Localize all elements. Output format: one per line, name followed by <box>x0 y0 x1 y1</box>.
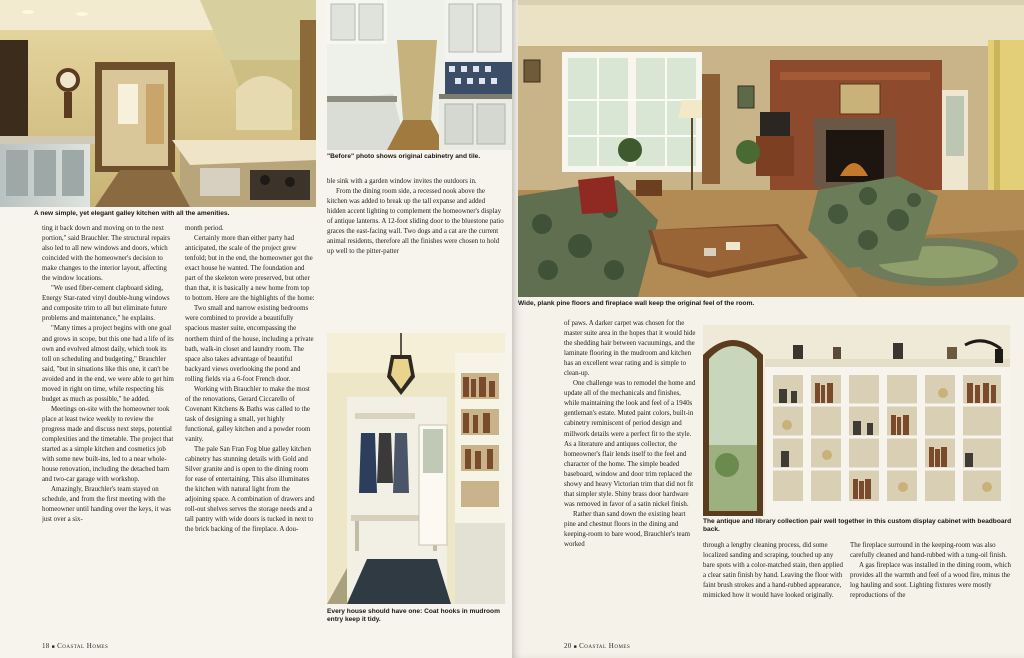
mudroom-photo <box>327 333 505 604</box>
paragraph: Two small and narrow existing bedrooms were combined to provide a beautifully spacious master suite, encompassing the northern third of the house, including a private bath, walk-in closet and laundry room. The space also takes advantage of beautiful backyard views overlooking the pond and rolling fields via a 6-foot French door. <box>185 305 314 383</box>
folio-separator: ■ <box>573 645 577 650</box>
paragraph: The fireplace surround in the keeping-room was also carefully cleaned and hand-rubbed with a tung-oil finish. <box>850 542 1007 560</box>
folio-separator: ■ <box>51 645 55 650</box>
library-photo <box>703 325 1010 516</box>
paragraph: One challenge was to remodel the home and update all of the mechanicals and finishes, while maintaining the look and feel of a 1940s gentleman's estate. Muted paint colors, built-in cabinetry reminiscent of period design and millwork details were a perfect fit to the style. As a literature and antiques collector, the homeowner's flair lends itself to the feel and character of the home. The simple beaded baseboard, window and door trim replaced the showy and heavy Victorian trim that did not fit that simpler style. Shiny brass door hardware was removed in favor of a satin nickel finish. <box>564 380 696 508</box>
page-number: 18 <box>42 642 50 650</box>
left-column-1 <box>42 224 174 626</box>
left-column-2 <box>185 224 316 626</box>
before-caption: "Before" photo shows original cabinetry and tile. <box>327 153 481 160</box>
paragraph: of paws. A darker carpet was chosen for the master suite area in the hopes that it would hide the shedding hair between vacuumings, and the laminate flooring in the mudroom and kitchen has an excellent wear rating and is simple to clean-up. <box>564 320 696 378</box>
living-room-caption: Wide, plank pine floors and fireplace wall keep the original feel of the room. <box>518 300 755 307</box>
paragraph: Amazingly, Brauchler's team stayed on schedule, and from the first meeting with the homeowner until handing over the keys, it was just over a six- <box>42 486 171 524</box>
kitchen-caption: A new simple, yet elegant galley kitchen with all the amenities. <box>34 210 230 217</box>
right-column-3 <box>850 541 1014 633</box>
paragraph: A gas fireplace was installed in the dining room, which provides all the warmth and feel of a wood fire, minus the log hauling and soot. Lighting fixtures were mostly reproductions of the <box>850 562 1011 600</box>
living-room-photo <box>518 0 1024 297</box>
before-photo <box>327 0 512 150</box>
page-number: 20 <box>564 642 572 650</box>
paragraph: The pale San Fran Fog blue galley kitchen cabinetry has stunning details with Gold and Silver granite and is open to the dining room for ease of entertaining. This also illuminates the kitchen with natural light from the adjoining space. A combination of drawers and roll-out shelves serves the storage needs and a tall pantry with wide doors is tucked in next to the brick backing of the fireplace. A dou- <box>185 446 315 534</box>
paragraph: From the dining room side, a recessed nook above the kitchen was added to break up the tall expanse and added hidden accent lighting to complement the homeowner's display of antique lanterns. A 12-foot sliding door to the bluestone patio graces the east-facing wall. Two dogs and a cat are the current animal residents, therefore all the finishes were chosen to hold up well to the pitter-patter <box>327 188 504 256</box>
left-column-3 <box>327 177 505 329</box>
page-folio-left <box>42 642 108 650</box>
mudroom-caption: Every house should have one: Coat hooks in mudroom entry keep it tidy. <box>327 608 500 624</box>
paragraph: "Many times a project begins with one goal and grows in scope, but this one had a life of its own and evolved almost daily, which took its toll on scheduling and budgeting," Brauchler said, "but in situations like this one, it can't be avoided and in the end, we were able to get him moved in right on time, while respecting his budget as much as possible," he added. <box>42 325 174 403</box>
kitchen-photo <box>0 0 316 207</box>
library-caption: The antique and library collection pair well together in this custom display cabinet with beadboard back. <box>703 518 1012 534</box>
paragraph: ble sink with a garden window invites the outdoors in. <box>327 178 477 185</box>
paragraph: Working with Brauchler to make the most of the renovations, Gerard Ciccarello of Covenant Kitchens & Baths was called to the task of designing a small, yet highly functional, galley kitchen and a powder room vanity. <box>185 385 311 443</box>
magazine-name: Coastal Homes <box>579 642 631 650</box>
paragraph: Certainly more than either party had anticipated, the scale of the project grew tenfold; but in the end, the homeowner got the exact house he wanted. The foundation and part of the skeleton were preserved, but other than that, it is basically a new home from top to bottom. Here are the highlights of the home: <box>185 235 315 303</box>
paragraph: "We used fiber-cement clapboard siding, Energy Star-rated vinyl double-hung windows and composite trim to all but eliminate future problems and maintenance," he explains. <box>42 285 170 323</box>
paragraph: Meetings on-site with the homeowner took place at least twice weekly to review the progress made and discuss next steps, potential complexities and the timetable. The project that started as a simple kitchen and cosmetics job with some new built-ins, led to a near whole-house renovation, including the detached barn and two-car garage with workshop. <box>42 405 174 484</box>
right-column-2 <box>703 541 845 633</box>
magazine-name: Coastal Homes <box>57 642 109 650</box>
paragraph: ting it back down and moving on to the next portion," said Brauchler. The structural repairs also led to all new windows and doors, which coincided with the homeowner's decision to make changes to the interior layout, affecting the window locations. <box>42 225 171 283</box>
page-folio-right <box>564 642 630 650</box>
right-column-1 <box>564 319 696 631</box>
paragraph: Rather than sand down the existing heart pine and chestnut floors in the dining and keeping-room to bare wood, Brauchler's team worked <box>564 510 690 549</box>
right-page <box>512 0 1024 658</box>
paragraph: through a lengthy cleaning process, did some localized sanding and scraping, touched up any bare spots with a color-matched stain, then applied a clear satin finish by hand. Leaving the floor with faint brush strokes and a hand-rubbed appearance, mimicked how it would have looked originally. <box>703 542 843 600</box>
paragraph: month period. <box>185 225 224 232</box>
